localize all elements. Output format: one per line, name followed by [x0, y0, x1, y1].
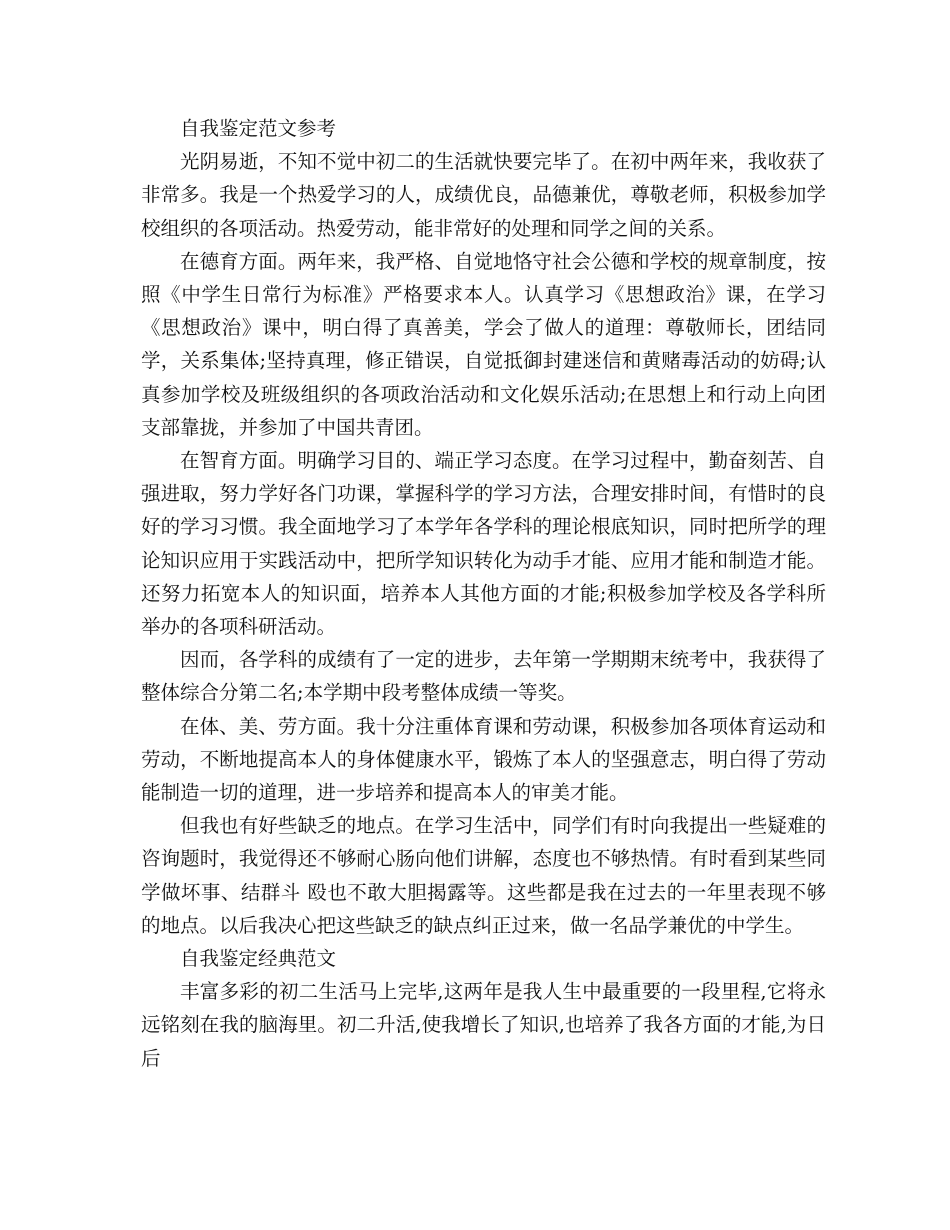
- paragraph: 在智育方面。明确学习目的、端正学习态度。在学习过程中，勤奋刻苦、自强进取，努力学好各门功课，掌握科学的学习方法，合理安排时间，有惜时的良好的学习习惯。我全面地学习了本学年各学科的理论根底知识，同时把所学的理论知识应用于实践活动中，把所学知识转化为动手才能、应用才能和制造才能。还努力拓宽本人的知识面，培养本人其他方面的才能;积极参加学校及各学科所举办的各项科研活动。: [141, 449, 826, 639]
- paragraph: 在德育方面。两年来，我严格、自觉地恪守社会公德和学校的规章制度，按照《中学生日常行为标准》严格要求本人。认真学习《思想政治》课，在学习《思想政治》课中，明白得了真善美，学会了做人的道理：尊敬师长，团结同学，关系集体;坚持真理，修正错误，自觉抵御封建迷信和黄赌毒活动的妨碍;认真参加学校及班级组织的各项政治活动和文化娱乐活动;在思想上和行动上向团支部靠拢，并参加了中国共青团。: [141, 249, 826, 439]
- paragraph: 但我也有好些缺乏的地点。在学习生活中，同学们有时向我提出一些疑难的咨询题时，我觉得还不够耐心肠向他们讲解，态度也不够热情。有时看到某些同学做坏事、结群斗 殴也不敢大胆揭露等。这些都是我在过去的一年里表现不够的地点。以后我决心把这些缺乏的缺点纠正过来，做一名品学兼优的中学生。: [141, 814, 826, 937]
- document-body: [141, 112, 826, 1075]
- paragraph: 在体、美、劳方面。我十分注重体育课和劳动课，积极参加各项体育运动和劳动，不断地提高本人的身体健康水平，锻炼了本人的坚强意志，明白得了劳动能制造一切的道理，进一步培养和提高本人的审美才能。: [141, 714, 826, 805]
- paragraph: 光阴易逝，不知不觉中初二的生活就快要完毕了。在初中两年来，我收获了非常多。我是一个热爱学习的人，成绩优良，品德兼优，尊敬老师，积极参加学校组织的各项活动。热爱劳动，能非常好的处理和同学之间的关系。: [141, 150, 826, 240]
- paragraph: 丰富多彩的初二生活马上完毕,这两年是我人生中最重要的一段里程,它将永远铭刻在我的脑海里。初二升活,使我增长了知识,也培养了我各方面的才能,为日后: [141, 980, 826, 1070]
- paragraph: 因而，各学科的成绩有了一定的进步，去年第一学期期末统考中，我获得了整体综合分第二名;本学期中段考整体成绩一等奖。: [141, 648, 826, 705]
- section-heading: 自我鉴定经典范文: [180, 947, 337, 971]
- section-heading: 自我鉴定范文参考: [180, 117, 337, 140]
